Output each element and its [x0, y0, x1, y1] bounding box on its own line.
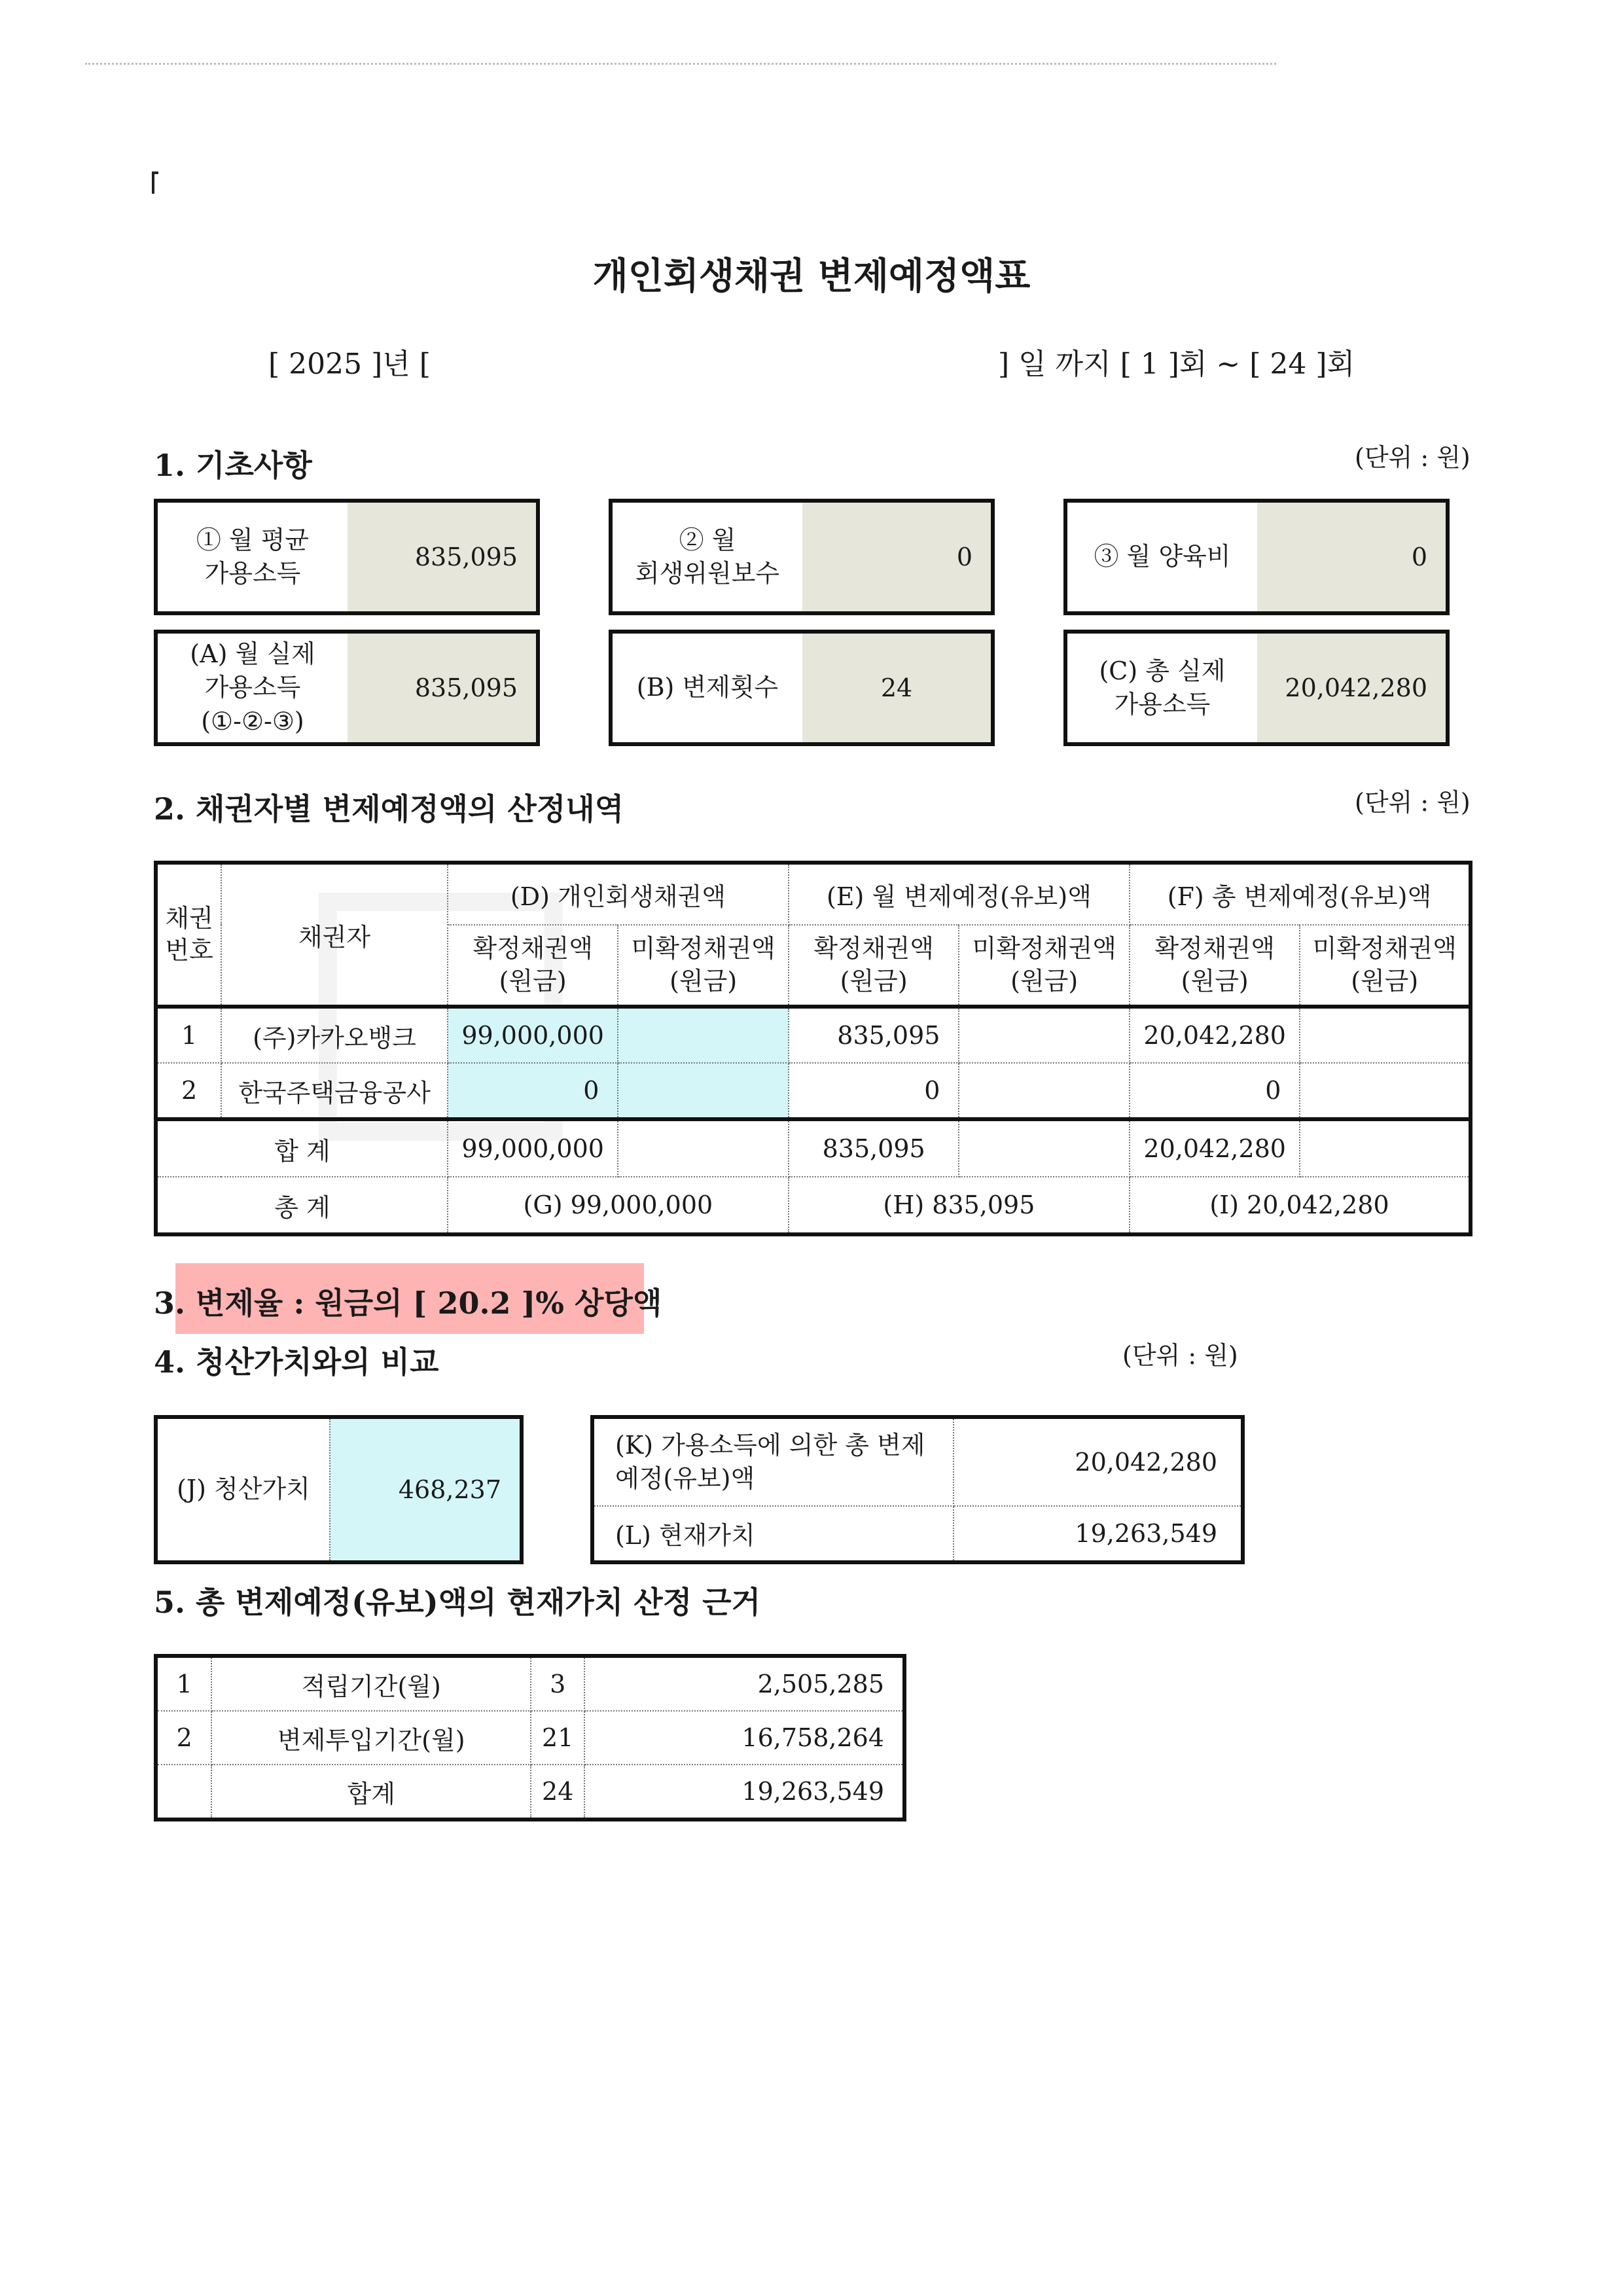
- cell-e2: [959, 1007, 1130, 1063]
- header-group-d: (D) 개인회생채권액: [448, 863, 789, 925]
- box-total-income: [1063, 630, 1450, 746]
- subtotal-row: [156, 1119, 1471, 1177]
- box-child-support: [1063, 499, 1450, 615]
- cell-no: 1: [156, 1656, 211, 1711]
- cell-no: [156, 1765, 211, 1820]
- subtotal-d2: [618, 1119, 789, 1177]
- box-label: (J) 청산가치: [177, 1475, 310, 1504]
- cell-no: 2: [156, 1063, 221, 1119]
- box-liquidation-value: [154, 1415, 524, 1564]
- cell-no: 1: [156, 1007, 221, 1063]
- cell-creditor: (주)카카오뱅크: [221, 1007, 448, 1063]
- header-f-confirmed: 확정채권액 (원금): [1130, 925, 1300, 1007]
- box-label: ① 월 평균 가용소득: [196, 525, 310, 588]
- section1-unit: (단위 : 원): [1355, 443, 1471, 472]
- box-value: 835,095: [348, 503, 536, 611]
- table-row: [156, 1007, 1471, 1063]
- section2-heading: 2. 채권자별 변제예정액의 산정내역: [154, 791, 624, 827]
- total-label: 총 계: [156, 1177, 448, 1234]
- table-row: [156, 1711, 904, 1765]
- table-row: [592, 1417, 1243, 1506]
- cell-no: 2: [156, 1711, 211, 1765]
- box-label: ③ 월 양육비: [1094, 542, 1231, 571]
- cell-label: 변제투입기간(월): [211, 1711, 531, 1765]
- l-value: 19,263,549: [954, 1506, 1243, 1562]
- k-value: 20,042,280: [954, 1417, 1243, 1506]
- cell-months: 21: [531, 1711, 584, 1765]
- subtotal-d1: 99,000,000: [448, 1119, 618, 1177]
- cell-amount: 19,263,549: [584, 1765, 904, 1820]
- subtotal-label: 합 계: [156, 1119, 448, 1177]
- header-group-f: (F) 총 변제예정(유보)액: [1130, 863, 1471, 925]
- document-title: 개인회생채권 변제예정액표: [592, 255, 1031, 298]
- section4-unit: (단위 : 원): [1122, 1341, 1238, 1370]
- comparison-table: [590, 1415, 1245, 1564]
- k-label: (K) 가용소득에 의한 총 변제 예정(유보)액: [592, 1417, 954, 1506]
- section3-rate: [154, 1280, 662, 1323]
- total-g: (G) 99,000,000: [448, 1177, 789, 1234]
- box-value: 20,042,280: [1257, 634, 1446, 742]
- total-row: [156, 1177, 1471, 1234]
- cell-amount: 16,758,264: [584, 1711, 904, 1765]
- cell-e1: 835,095: [789, 1007, 959, 1063]
- box-value: 835,095: [348, 634, 536, 742]
- cell-label: 적립기간(월): [211, 1656, 531, 1711]
- box-avg-income: [154, 499, 540, 615]
- total-i: (I) 20,042,280: [1130, 1177, 1471, 1234]
- box-payment-count: [609, 630, 995, 746]
- cell-f2: [1300, 1063, 1471, 1119]
- table-row: [592, 1506, 1243, 1562]
- cell-f2: [1300, 1007, 1471, 1063]
- header-d-confirmed: 확정채권액 (원금): [448, 925, 618, 1007]
- period-start: [ 2025 ]년 [: [268, 348, 431, 381]
- cell-f1: 0: [1130, 1063, 1300, 1119]
- section5-heading: 5. 총 변제예정(유보)액의 현재가치 산정 근거: [154, 1585, 761, 1620]
- period-end: ] 일 까지 [ 1 ]회 ~ [ 24 ]회: [998, 348, 1355, 381]
- box-value: 0: [802, 503, 991, 611]
- subtotal-e1: 835,095: [789, 1119, 959, 1177]
- table-row: [156, 1656, 904, 1711]
- cell-amount: 2,505,285: [584, 1656, 904, 1711]
- header-creditor: 채권자: [221, 863, 448, 1007]
- corner-mark: [152, 171, 158, 194]
- cell-months: 3: [531, 1656, 584, 1711]
- box-trustee-fee: [609, 499, 995, 615]
- cell-d2: [618, 1007, 789, 1063]
- cell-e2: [959, 1063, 1130, 1119]
- subtotal-f2: [1300, 1119, 1471, 1177]
- cell-label: 합계: [211, 1765, 531, 1820]
- box-value: 0: [1257, 503, 1446, 611]
- table-row: [156, 1765, 904, 1820]
- box-value: 468,237: [329, 1419, 520, 1560]
- cell-f1: 20,042,280: [1130, 1007, 1300, 1063]
- table-row: [156, 1063, 1471, 1119]
- box-label: (B) 변제횟수: [636, 673, 779, 702]
- box-label: (A) 월 실제 가용소득 (①-②-③): [190, 639, 315, 736]
- header-d-unconfirmed: 미확정채권액 (원금): [618, 925, 789, 1007]
- header-f-unconfirmed: 미확정채권액 (원금): [1300, 925, 1471, 1007]
- cell-d2: [618, 1063, 789, 1119]
- cell-d1: 99,000,000: [448, 1007, 618, 1063]
- section4-heading: 4. 청산가치와의 비교: [154, 1344, 439, 1380]
- box-label: (C) 총 실제 가용소득: [1099, 656, 1226, 719]
- subtotal-e2: [959, 1119, 1130, 1177]
- subtotal-f1: 20,042,280: [1130, 1119, 1300, 1177]
- section1-heading: 1. 기초사항: [154, 448, 312, 483]
- cell-d1: 0: [448, 1063, 618, 1119]
- section3-text: 변제율 : 원금의 [ 20.2 ]% 상당액: [185, 1285, 662, 1321]
- cell-creditor: 한국주택금융공사: [221, 1063, 448, 1119]
- header-group-e: (E) 월 변제예정(유보)액: [789, 863, 1130, 925]
- cell-months: 24: [531, 1765, 584, 1820]
- header-residue-line: [85, 63, 1276, 79]
- header-e-confirmed: 확정채권액 (원금): [789, 925, 959, 1007]
- box-actual-income: [154, 630, 540, 746]
- box-label: ② 월 회생위원보수: [635, 525, 780, 588]
- section3-number: 3.: [154, 1285, 186, 1321]
- present-value-table: [154, 1654, 906, 1821]
- box-value: 24: [802, 634, 991, 742]
- l-label: (L) 현재가치: [592, 1506, 954, 1562]
- header-e-unconfirmed: 미확정채권액 (원금): [959, 925, 1130, 1007]
- creditor-table: [154, 861, 1472, 1236]
- header-no: 채권 번호: [156, 863, 221, 1007]
- total-h: (H) 835,095: [789, 1177, 1130, 1234]
- cell-e1: 0: [789, 1063, 959, 1119]
- section2-unit: (단위 : 원): [1355, 788, 1471, 817]
